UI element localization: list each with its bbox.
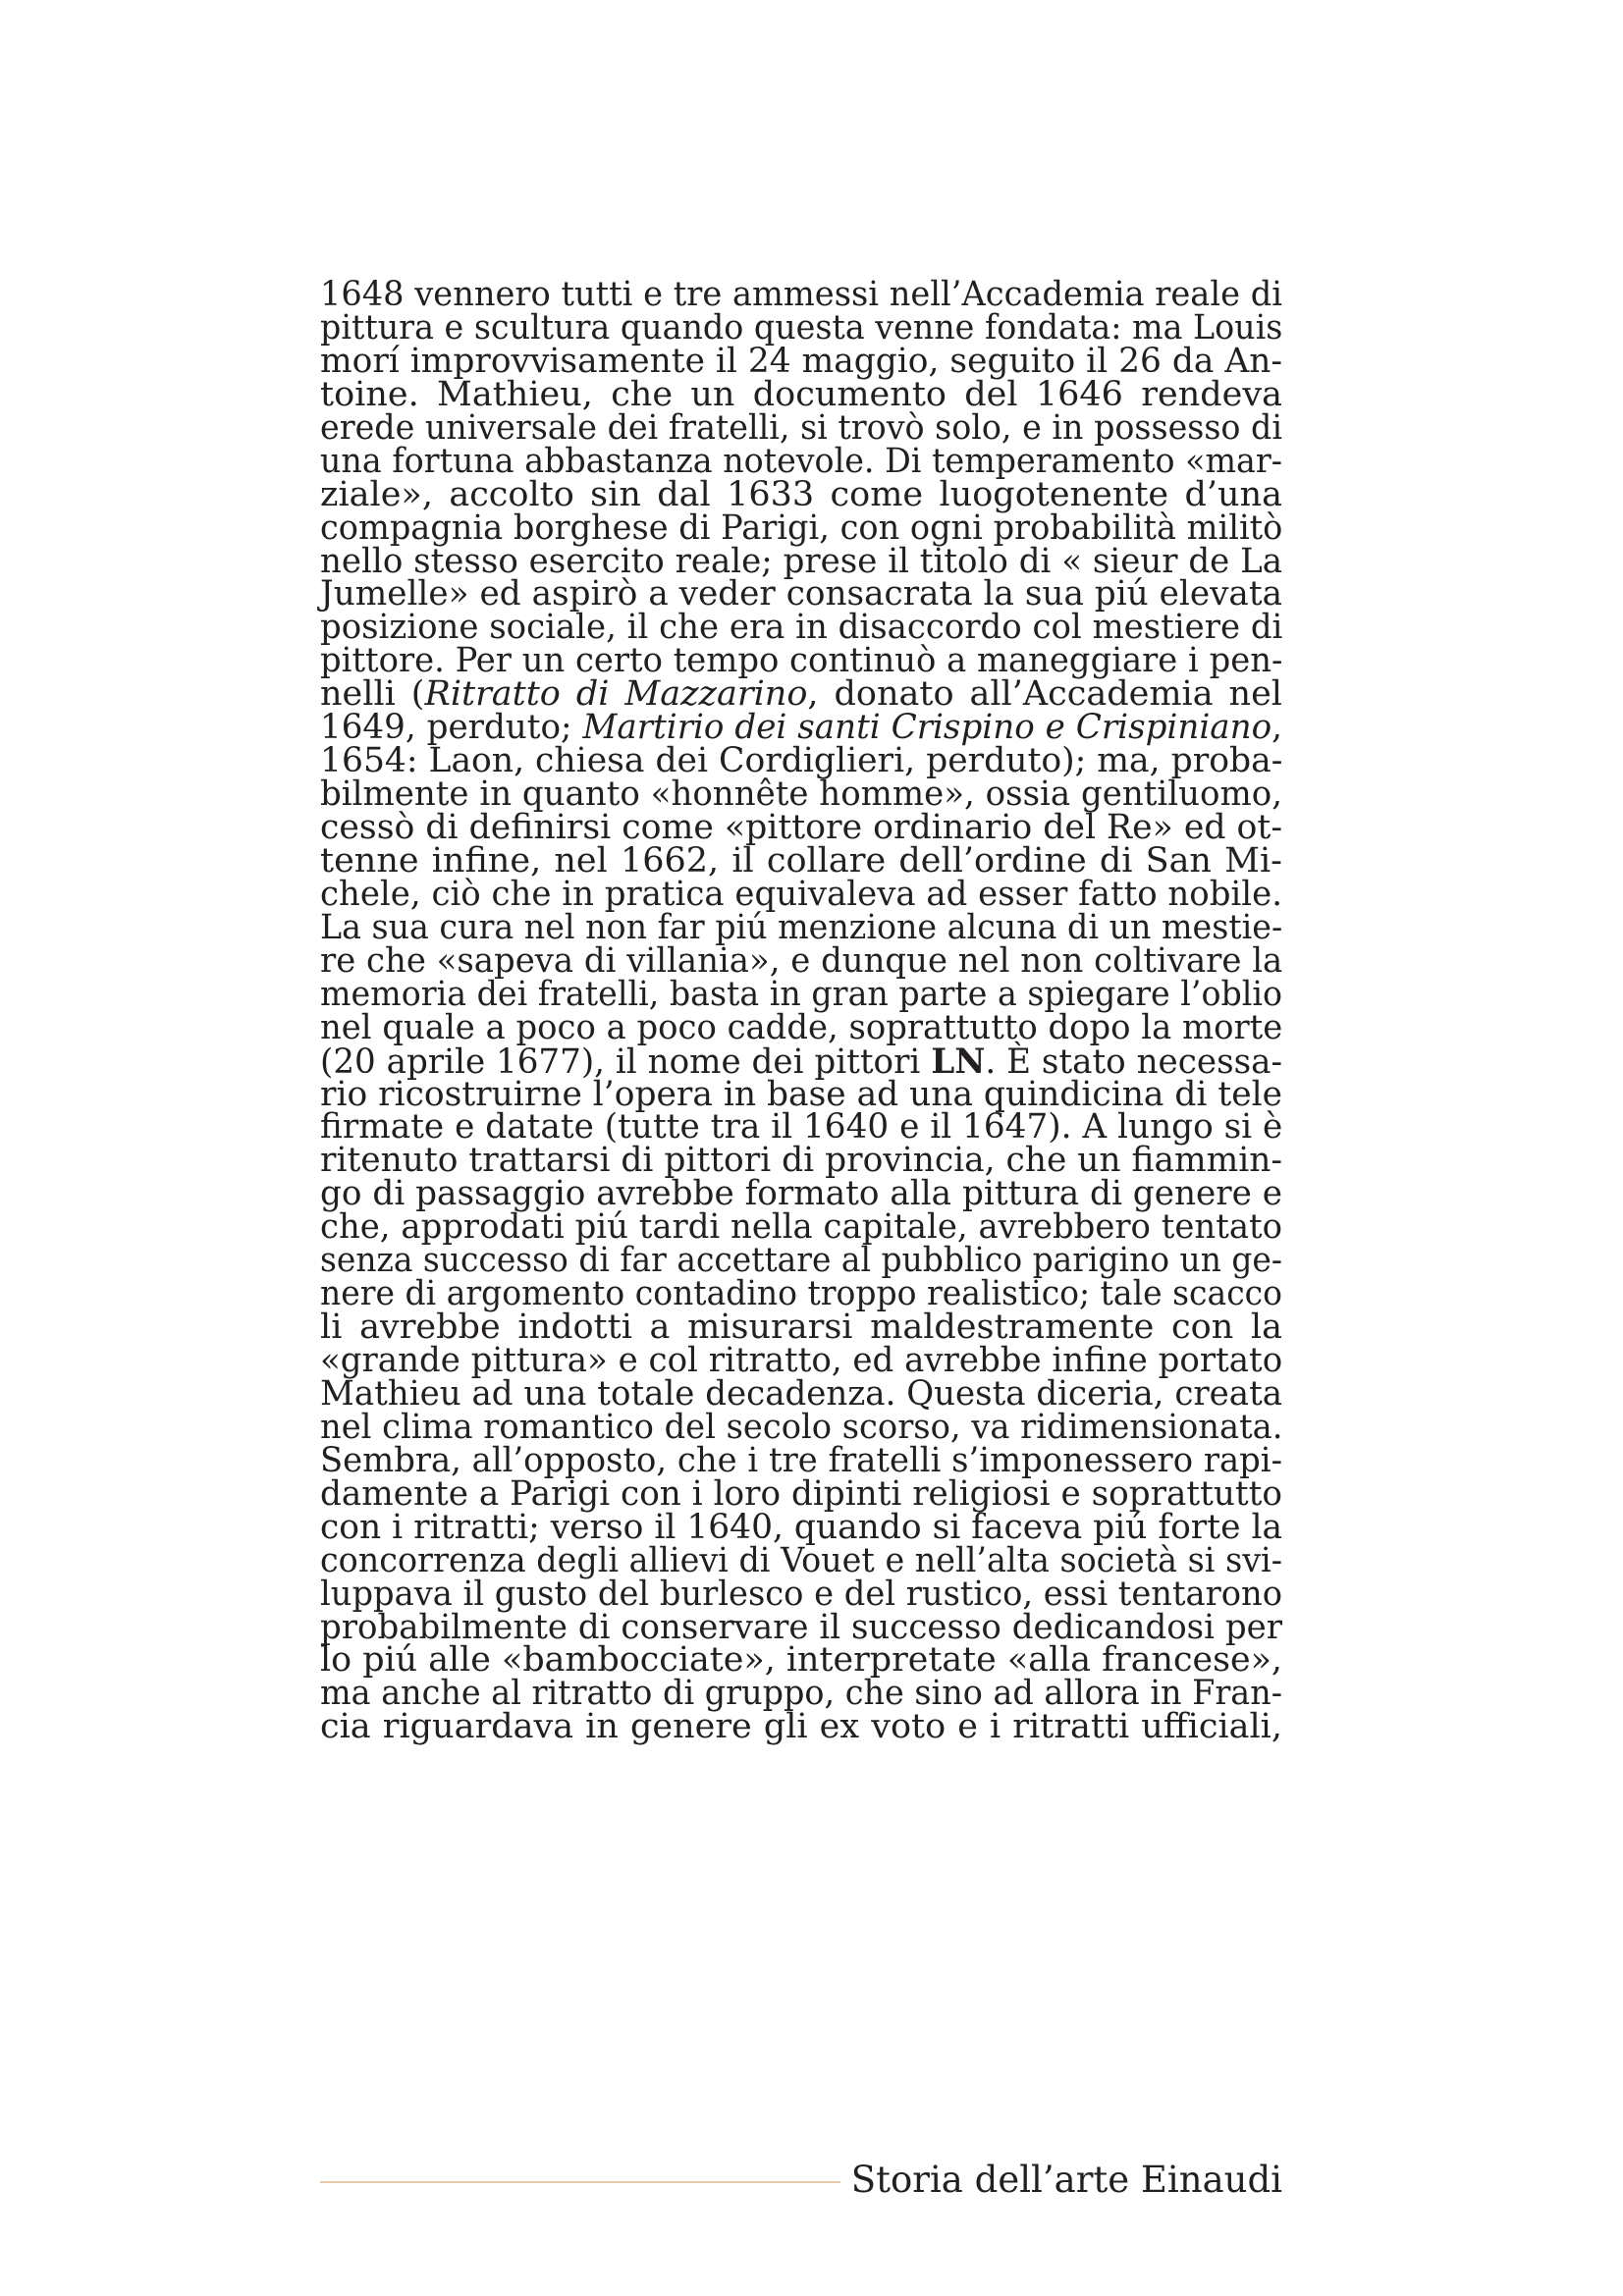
text-line: erede universale dei fratelli, si trovò solo, e in possesso di <box>320 407 1282 448</box>
text-line: pittore. Per un certo tempo continuò a maneggiare i pen- <box>320 641 1283 681</box>
text-line: nel quale a poco a poco cadde, soprattutto dopo la morte <box>320 1007 1283 1047</box>
text-line: toine. Mathieu, che un documento del 1646 rendeva <box>320 374 1282 414</box>
text-line: probabilmente di conservare il successo dedicandosi per <box>320 1607 1282 1647</box>
text-run: , <box>1271 708 1282 748</box>
text-line: che, approdati piú tardi nella capitale, avrebbero tentato <box>320 1207 1282 1248</box>
text-line: senza successo di far accettare al pubblico parigino un ge- <box>320 1241 1282 1281</box>
text-line <box>320 674 1282 715</box>
text-line: Sembra, all’opposto, che i tre fratelli s’imponessero rapi- <box>320 1440 1282 1480</box>
footer-rule <box>320 2181 840 2183</box>
text-line: compagnia borghese di Parigi, con ogni probabilità militò <box>320 507 1283 548</box>
text-line: pittura e scultura quando questa venne fondata: ma Louis <box>320 307 1283 347</box>
text-line: rio ricostruirne l’opera in base ad una quindicina di tele <box>320 1074 1282 1114</box>
text-line: concorrenza degli allievi di Vouet e nell’alta società si svi- <box>320 1540 1282 1580</box>
text-line: nere di argomento contadino troppo realistico; tale scacco <box>320 1274 1282 1314</box>
text-line: Jumelle» ed aspirò a veder consacrata la sua piú elevata <box>320 574 1282 614</box>
text-line: bilmente in quanto «honnête homme», ossia gentiluomo, <box>320 774 1283 815</box>
text-line: lo piú alle «bambocciate», interpretate «alla francese», <box>320 1640 1283 1681</box>
text-line: tenne infine, nel 1662, il collare dell’ordine di San Mi- <box>320 840 1282 881</box>
text-line: una fortuna abbastanza notevole. Di temperamento «mar- <box>320 441 1282 481</box>
text-line: chele, ciò che in pratica equivaleva ad esser fatto nobile. <box>320 874 1282 914</box>
text-line: firmate e datate (tutte tra il 1640 e il 1647). A lungo si è <box>320 1107 1283 1148</box>
text-run: nelli ( <box>320 674 425 715</box>
text-line: La sua cura nel non far piú menzione alcuna di un mestie- <box>320 907 1283 947</box>
italic-title: Martirio dei santi Crispino e Crispiniano <box>582 708 1272 748</box>
text-line: damente a Parigi con i loro dipinti religiosi e soprattutto <box>320 1473 1282 1514</box>
text-line: ziale», accolto sin dal 1633 come luogotenente d’una <box>320 474 1282 514</box>
text-line <box>320 708 1282 748</box>
text-line: Mathieu ad una totale decadenza. Questa diceria, creata <box>320 1373 1283 1414</box>
text-line: ritenuto trattarsi di pittori di provincia, che un fiammin- <box>320 1141 1282 1181</box>
text-line: morí improvvisamente il 24 maggio, seguito il 26 da An- <box>320 341 1282 381</box>
text-run: , donato all’Accademia nel <box>807 674 1282 715</box>
text-line: re che «sapeva di villania», e dunque nel non coltivare la <box>320 940 1283 981</box>
text-line: 1654: Laon, chiesa dei Cordiglieri, perduto); ma, proba- <box>320 741 1283 781</box>
text-line <box>320 1041 1282 1082</box>
text-line: go di passaggio avrebbe formato alla pittura di genere e <box>320 1174 1283 1214</box>
text-line: nel clima romantico del secolo scorso, va ridimensionata. <box>320 1407 1283 1447</box>
text-run: (20 aprile 1677), il nome dei pittori <box>320 1041 932 1082</box>
text-line: 1648 vennero tutti e tre ammessi nell’Accademia reale di <box>320 275 1282 314</box>
text-line: luppava il gusto del burlesco e del rustico, essi tentarono <box>320 1574 1282 1614</box>
text-line: posizione sociale, il che era in disaccordo col mestiere di <box>320 608 1283 648</box>
page-footer <box>320 2156 1282 2205</box>
text-run: . È stato necessa- <box>985 1041 1282 1082</box>
bold-abbreviation: LN <box>931 1041 986 1082</box>
text-line: ma anche al ritratto di gruppo, che sino ad allora in Fran- <box>320 1674 1282 1714</box>
text-line: cia riguardava in genere gli ex voto e i ritratti ufficiali, <box>320 1707 1282 1747</box>
text-run: 1649, perduto; <box>320 708 583 748</box>
italic-title: Ritratto di Mazzarino <box>424 674 808 715</box>
text-line: con i ritratti; verso il 1640, quando si faceva piú forte la <box>320 1507 1282 1547</box>
footer-title: Storia dell’arte Einaudi <box>850 2159 1282 2201</box>
text-line: li avrebbe indotti a misurarsi maldestramente con la <box>320 1308 1282 1348</box>
text-line: «grande pittura» e col ritratto, ed avrebbe infine portato <box>320 1341 1283 1380</box>
text-line: nello stesso esercito reale; prese il titolo di « sieur de La <box>320 541 1282 581</box>
text-line: cessò di definirsi come «pittore ordinario del Re» ed ot- <box>320 808 1283 847</box>
text-line: memoria dei fratelli, basta in gran parte a spiegare l’oblio <box>320 974 1282 1014</box>
body-text <box>320 275 1283 1747</box>
